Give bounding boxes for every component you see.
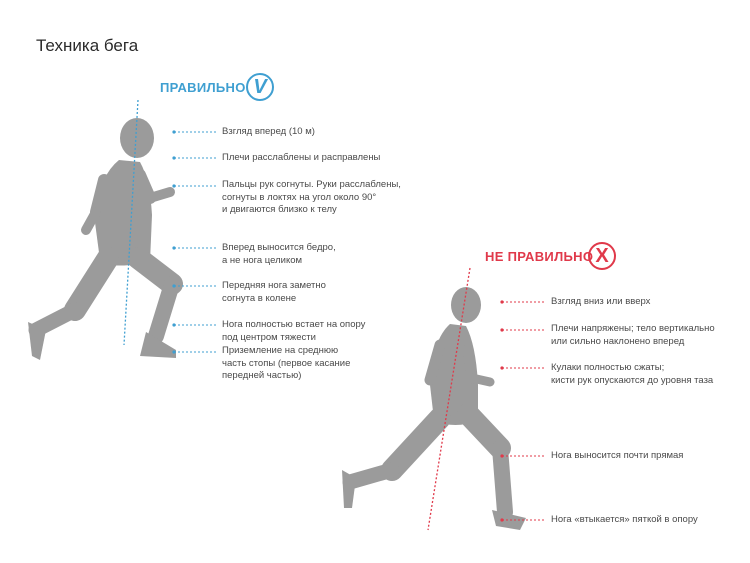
correct-header: ПРАВИЛЬНО	[160, 80, 246, 95]
cross-circle-icon	[588, 242, 616, 270]
correct-note-hip: Вперед выносится бедро, а не нога целиком	[222, 242, 336, 266]
correct-note-arms: Пальцы рук согнуты. Руки расслаблены, согнуты в локтях на угол около 90° и двигаются близко к телу	[222, 179, 401, 215]
cross-mark: X	[595, 245, 609, 267]
correct-note-knee: Передняя нога заметно согнута в колене	[222, 280, 326, 304]
correct-note-foot-support: Нога полностью встает на опору под центром тяжести	[222, 319, 366, 343]
incorrect-note-fists: Кулаки полностью сжаты; кисти рук опускаются до уровня таза	[551, 362, 714, 386]
correct-note-gaze: Взгляд вперед (10 м)	[222, 126, 315, 137]
incorrect-note-shoulders: Плечи напряжены; тело вертикально или сильно наклонено вперед	[551, 323, 715, 347]
check-mark: V	[253, 76, 267, 98]
runner-correct-figure	[28, 118, 176, 360]
correct-note-landing: Приземление на среднюю часть стопы (первое касание передней частью)	[222, 345, 351, 381]
page-title: Техника бега	[36, 36, 139, 55]
correct-note-shoulders: Плечи расслаблены и расправлены	[222, 152, 381, 163]
incorrect-note-heel-strike: Нога «втыкается» пяткой в опору	[551, 514, 698, 525]
incorrect-note-gaze: Взгляд вниз или вверх	[551, 296, 651, 307]
check-circle-icon	[246, 73, 274, 101]
incorrect-note-straight-leg: Нога выносится почти прямая	[551, 450, 684, 461]
incorrect-header: НЕ ПРАВИЛЬНО	[485, 249, 594, 264]
